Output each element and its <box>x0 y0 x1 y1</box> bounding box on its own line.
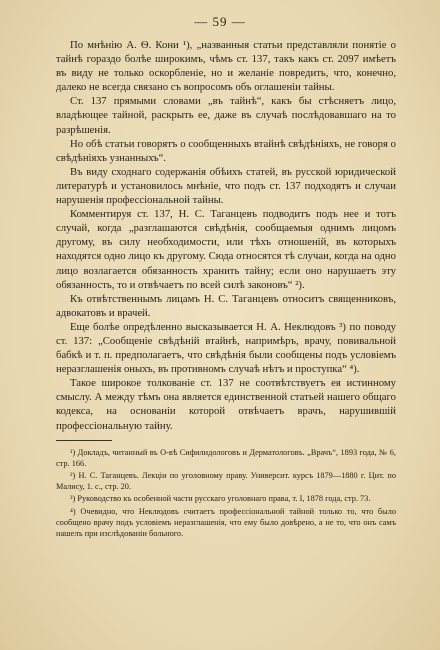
paragraph-1: По мнѣнію А. Ѳ. Кони ¹), „названныя статьи представляли понятіе о тайнѣ гораздо болѣе широкимъ, чѣмъ ст. 137, такъ какъ ст. 2097 имѣетъ въ виду не только оскорбленіе, но и желаніе повредить, что, конечно, далеко не всегда связано съ вопросомъ объ оглашеніи тайны. <box>56 39 396 94</box>
paragraph-2: Ст. 137 прямыми словами „въ тайнѣ“, какъ бы стѣсняетъ лицо, владѣющее тайной, раскрыть ее, даже въ случаѣ послѣдовавшаго на то разрѣшенія. <box>56 95 396 136</box>
footnote-1: ¹) Докладъ, читанный въ О-вѣ Сифилидологовъ и Дерматологовъ. „Врачъ“, 1893 года, № 6, стр. 166. <box>56 447 396 468</box>
paragraph-7: Еще болѣе опредѣленно высказывается Н. А. Неклюдовъ ³) по поводу ст. 137: „Сообщеніе свѣдѣній втайнѣ, напримѣръ, врачу, повивальной бабкѣ и т. п. предполагаетъ, что свѣдѣнія были сообщены подъ условіемъ неразглашенія оныхъ, въ противномъ случаѣ нѣтъ и проступка“ ⁴). <box>56 320 396 376</box>
footnote-2: ²) Н. С. Таганцевъ. Лекціи по уголовному праву. Университ. курсъ 1879—1880 г. Цит. по Малису, 1. с., стр. 20. <box>56 471 396 492</box>
paragraph-6: Къ отвѣтственнымъ лицамъ Н. С. Таганцевъ относитъ священниковъ, адвокатовъ и врачей. <box>56 292 396 319</box>
page-body <box>56 38 396 540</box>
footnote-divider <box>56 440 112 441</box>
page-number-header: — 59 — <box>194 14 246 29</box>
paragraph-5: Комментируя ст. 137, Н. С. Таганцевъ подводитъ подъ нее и тотъ случай, когда „разглашаются свѣдѣнія, сообщаемыя однимъ лицомъ другому, въ силу необходимости, или тѣхъ отношеній, въ которыхъ находятся одно лицо къ другому. Сюда относятся тѣ случаи, когда на одно лицо возлагается обязанность хранить тайну; если оно нарушаетъ эту обязанность, то и отвѣчаетъ по всей силѣ законовъ“ ²). <box>56 208 396 291</box>
paragraph-3: Но обѣ статьи говорятъ о сообщенныхъ втайнѣ свѣдѣніяхъ, не говоря о свѣдѣніяхъ узнанныхъ“. <box>56 137 396 164</box>
paragraph-8: Такое широкое толкованіе ст. 137 не соотвѣтствуетъ ея истинному смыслу. А между тѣмъ она является единственной статьей нашего общаго кодекса, на основаніи которой отвѣчаетъ врачъ, нарушившій профессіональную тайну. <box>56 377 396 432</box>
footnote-3: ³) Руководство къ особенной части русскаго уголовнаго права, т. I, 1878 года, стр. 73. <box>70 494 371 504</box>
paragraph-4: Въ виду сходнаго содержанія обѣихъ статей, въ русской юридической литературѣ и установилось мнѣніе, что подъ ст. 137 подходятъ и случаи нарушенія профессіональной тайны. <box>56 165 396 207</box>
footnote-4: ⁴) Очевидно, что Неклюдовъ считаетъ профессіональной тайной только то, что было сообщено врачу подъ условіемъ неразглашенія, что ему было довѣрено, а не то, что онъ самъ нашелъ при изслѣдованіи больного. <box>56 506 396 539</box>
footnotes <box>56 447 396 540</box>
